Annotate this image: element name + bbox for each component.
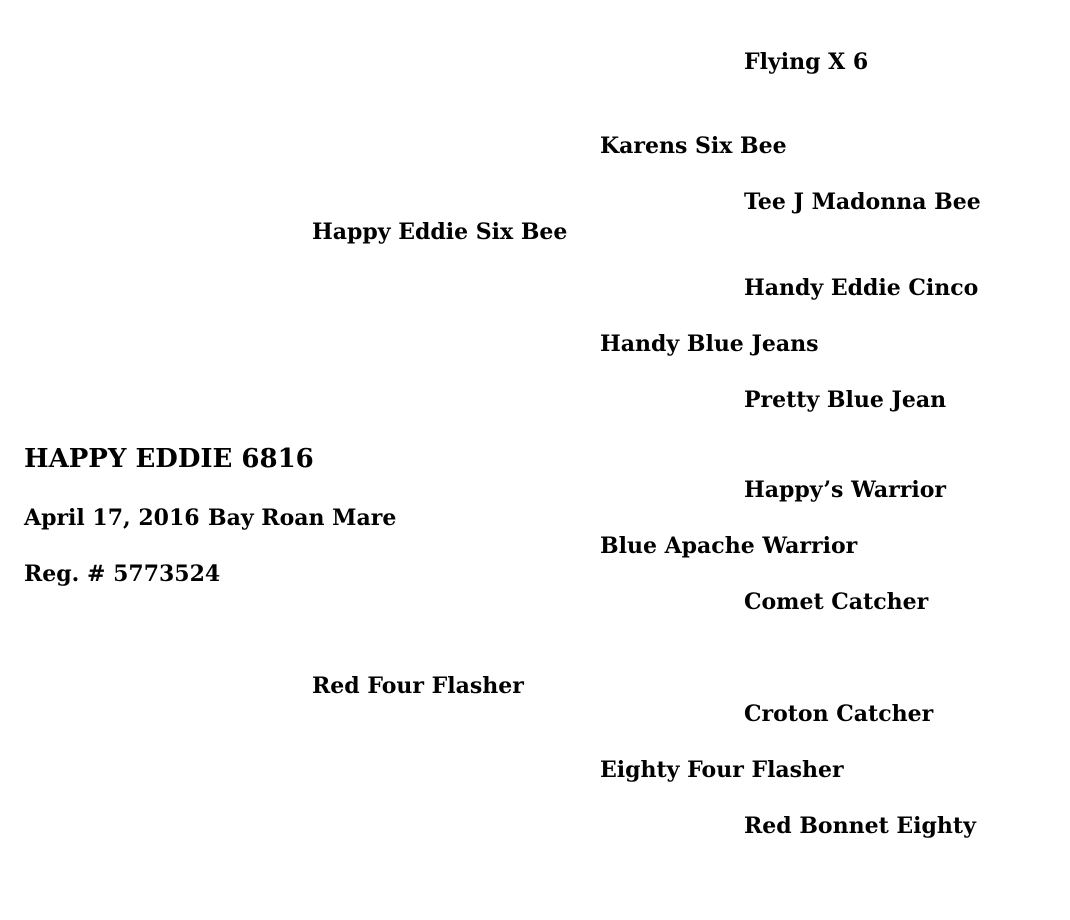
dam-dam: Eighty Four Flasher (600, 757, 844, 783)
dam-dam-dam: Red Bonnet Eighty (744, 813, 976, 839)
sire-dam-sire: Handy Eddie Cinco (744, 275, 979, 301)
dam-sire-sire: Happy’s Warrior (744, 477, 946, 503)
registration-number: Reg. # 5773524 (24, 561, 221, 587)
foaling-date: April 17, 2016 (24, 505, 200, 531)
color-sex: Bay Roan Mare (208, 505, 397, 531)
sire-sire-dam: Tee J Madonna Bee (744, 189, 981, 215)
sire-dam-dam: Pretty Blue Jean (744, 387, 947, 413)
sire: Happy Eddie Six Bee (312, 219, 568, 245)
dam-dam-sire: Croton Catcher (744, 701, 934, 727)
sire-dam: Handy Blue Jeans (600, 331, 819, 357)
horse-name: HAPPY EDDIE 6816 (24, 444, 314, 474)
dam-sire-dam: Comet Catcher (744, 589, 929, 615)
sire-sire: Karens Six Bee (600, 133, 787, 159)
sire-sire-sire: Flying X 6 (744, 49, 869, 75)
dam-sire: Blue Apache Warrior (600, 533, 858, 559)
dam: Red Four Flasher (312, 673, 524, 699)
